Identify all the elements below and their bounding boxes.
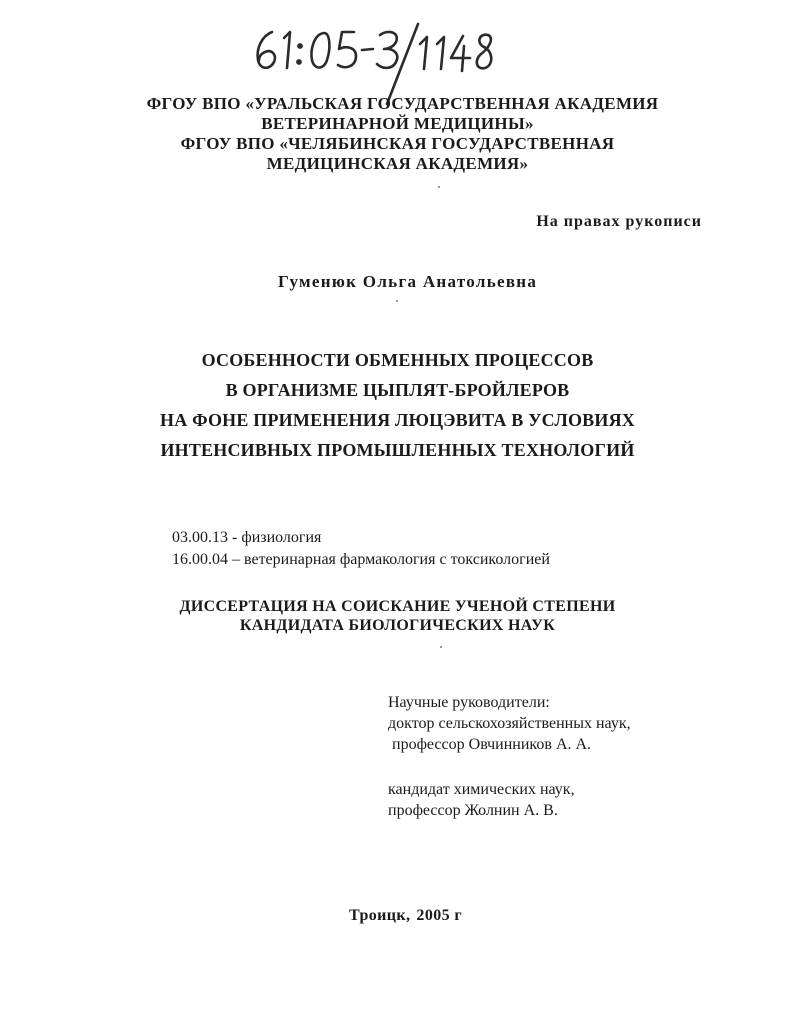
specialty-codes xyxy=(172,527,550,571)
degree-line: КАНДИДАТА БИОЛОГИЧЕСКИХ НАУК xyxy=(239,617,556,634)
thesis-title xyxy=(0,345,795,465)
year: 2005 г xyxy=(416,907,463,924)
institution-line: ФГОУ ВПО «ЧЕЛЯБИНСКАЯ ГОСУДАРСТВЕННАЯ xyxy=(180,134,615,153)
supervisors-block xyxy=(388,692,631,821)
institution-line: ФГОУ ВПО «УРАЛЬСКАЯ ГОСУДАРСТВЕННАЯ АКАДЕМИЯ xyxy=(146,94,659,113)
title-line: В ОРГАНИЗМЕ ЦЫПЛЯТ-БРОЙЛЕРОВ xyxy=(225,380,570,400)
specialty-line: 03.00.13 - физиология xyxy=(172,529,322,546)
institution-line: ВЕТЕРИНАРНОЙ МЕДИЦИНЫ» xyxy=(261,114,534,133)
title-line: НА ФОНЕ ПРИМЕНЕНИЯ ЛЮЦЭВИТА В УСЛОВИЯХ xyxy=(160,410,635,430)
title-line: ОСОБЕННОСТИ ОБМЕННЫХ ПРОЦЕССОВ xyxy=(201,350,594,370)
specialty-line: 16.00.04 – ветеринарная фармакология с токсикологией xyxy=(172,551,550,568)
supervisors-heading: Научные руководители: xyxy=(388,694,550,711)
scan-speck xyxy=(396,300,398,302)
author-name: Гуменюк Ольга Анатольевна xyxy=(278,272,538,291)
scan-speck xyxy=(440,646,442,648)
manuscript-rights-note: На правах рукописи xyxy=(536,213,702,230)
degree-statement xyxy=(0,597,795,635)
place-and-year xyxy=(349,907,462,925)
scan-speck xyxy=(438,186,440,188)
institution-line: МЕДИЦИНСКАЯ АКАДЕМИЯ» xyxy=(266,154,529,173)
supervisor-name: профессор Овчинников А. А. xyxy=(392,736,592,753)
institution-names xyxy=(0,94,795,174)
supervisor-name: профессор Жолнин А. В. xyxy=(388,802,558,819)
title-line: ИНТЕНСИВНЫХ ПРОМЫШЛЕННЫХ ТЕХНОЛОГИЙ xyxy=(160,440,635,460)
degree-line: ДИССЕРТАЦИЯ НА СОИСКАНИЕ УЧЕНОЙ СТЕПЕНИ xyxy=(179,598,616,615)
city: Троицк, xyxy=(349,907,411,924)
supervisor-degree: доктор сельскохозяйственных наук, xyxy=(388,715,631,732)
supervisor-degree: кандидат химических наук, xyxy=(388,781,575,798)
